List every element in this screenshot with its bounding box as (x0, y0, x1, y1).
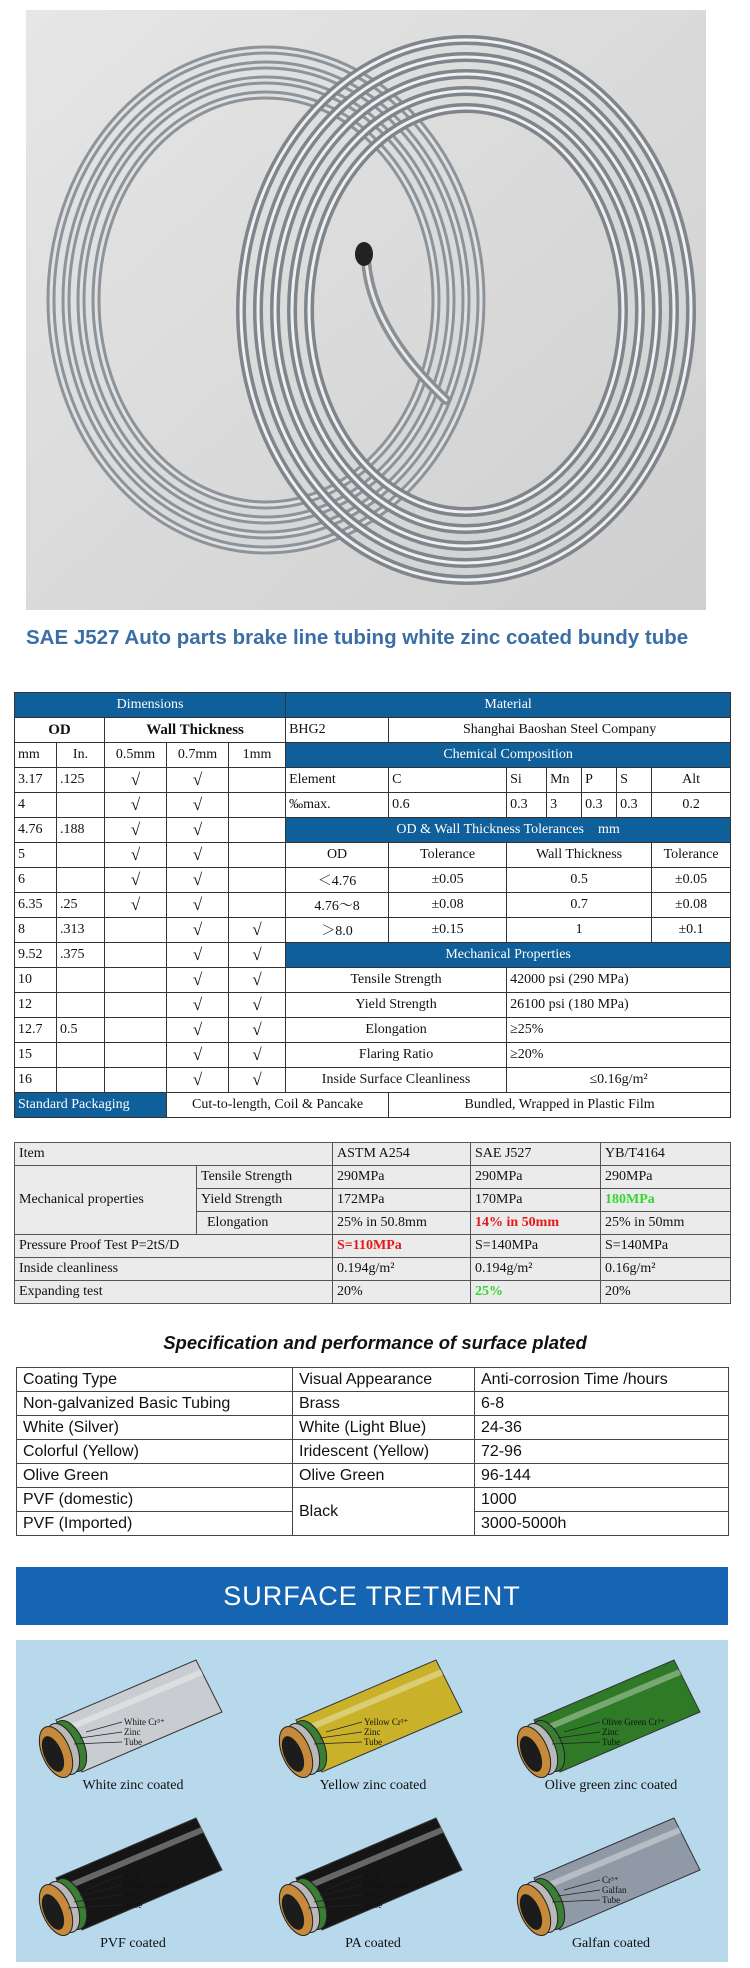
layer-label: Tube (364, 1737, 383, 1747)
coating-illustration (266, 1808, 480, 1958)
cell: 20% (333, 1281, 471, 1304)
layer-label: PVF (124, 1870, 141, 1880)
od-in: .375 (57, 943, 105, 968)
check-1: √ (229, 1043, 286, 1068)
layer-label: Galfan (602, 1885, 627, 1895)
check-1 (229, 893, 286, 918)
layer-label: Zinc (602, 1727, 619, 1737)
layer-label: Tube (602, 1895, 621, 1905)
cell-highlight: S=110MPa (333, 1235, 471, 1258)
unit-05: 0.5mm (105, 743, 167, 768)
cell: 170MPa (471, 1189, 601, 1212)
pipe-drawing (266, 1808, 480, 1938)
check-07: √ (167, 843, 229, 868)
check-07: √ (167, 1018, 229, 1043)
cell: Iridescent (Yellow) (293, 1440, 475, 1464)
check-1: √ (229, 1068, 286, 1093)
check-05: √ (105, 893, 167, 918)
tol-col-header: Tolerance (389, 843, 507, 868)
od-mm: 5 (15, 843, 57, 868)
packaging-label: Standard Packaging (15, 1093, 167, 1118)
cell-highlight: 14% in 50mm (471, 1212, 601, 1235)
chem-value: 0.3 (617, 793, 652, 818)
col-header: ASTM A254 (333, 1143, 471, 1166)
pipe-drawing (266, 1650, 480, 1780)
cell: 290MPa (333, 1166, 471, 1189)
layer-label: PAA (364, 1870, 382, 1880)
od-mm: 6 (15, 868, 57, 893)
chem-label: S (617, 768, 652, 793)
check-05 (105, 968, 167, 993)
surface-treatment-banner: SURFACE TRETMENT (16, 1567, 728, 1625)
mech-properties-label: Mechanical properties (15, 1166, 197, 1235)
packaging-wrap: Bundled, Wrapped in Plastic Film (389, 1093, 731, 1118)
check-1 (229, 768, 286, 793)
layer-label: White Cr³⁺ (124, 1717, 165, 1727)
check-1 (229, 818, 286, 843)
cell: 0.16g/m² (601, 1258, 731, 1281)
tolerance-title: OD & Wall Thickness Tolerances (396, 822, 585, 837)
layer-label: Tube (602, 1737, 621, 1747)
od-in (57, 1068, 105, 1093)
layer-label: Cr³⁺ (602, 1875, 619, 1885)
check-1 (229, 793, 286, 818)
coating-name: PA coated (345, 1936, 401, 1951)
cell: 3000-5000h (475, 1512, 729, 1536)
coating-illustration (504, 1808, 718, 1958)
mech-value: 42000 psi (290 MPa) (507, 968, 731, 993)
cell: 0.194g/m² (333, 1258, 471, 1281)
od-mm: 10 (15, 968, 57, 993)
check-05: √ (105, 818, 167, 843)
check-07: √ (167, 1043, 229, 1068)
col-header: YB/T4164 (601, 1143, 731, 1166)
chem-value: 0.3 (507, 793, 547, 818)
cell: S=140MPa (601, 1235, 731, 1258)
od-mm: 4.76 (15, 818, 57, 843)
check-05 (105, 1018, 167, 1043)
cell: 290MPa (601, 1166, 731, 1189)
check-05 (105, 1043, 167, 1068)
tol-cell: 0.7 (507, 893, 652, 918)
cell: Non-galvanized Basic Tubing (17, 1392, 293, 1416)
cell: Colorful (Yellow) (17, 1440, 293, 1464)
check-05: √ (105, 843, 167, 868)
standards-comparison-table (14, 1142, 731, 1304)
cell: 25% in 50.8mm (333, 1212, 471, 1235)
cell-highlight: 180MPa (601, 1189, 731, 1212)
material-supplier: Shanghai Baoshan Steel Company (389, 718, 731, 743)
od-mm: 15 (15, 1043, 57, 1068)
mech-header: Mechanical Properties (286, 943, 731, 968)
chem-value: 3 (547, 793, 582, 818)
coating-name: Olive green zinc coated (544, 1778, 678, 1793)
unit-07: 0.7mm (167, 743, 229, 768)
chem-header: Chemical Composition (286, 743, 731, 768)
cell: 172MPa (333, 1189, 471, 1212)
coating-illustrations (16, 1640, 728, 1962)
check-07: √ (167, 868, 229, 893)
cell: 1000 (475, 1488, 729, 1512)
coating-illustration (26, 1808, 240, 1958)
coating-name: PVF coated (100, 1936, 166, 1951)
layer-label: Tube (124, 1737, 143, 1747)
od-in (57, 1043, 105, 1068)
tol-cell: ±0.05 (652, 868, 731, 893)
od-mm: 9.52 (15, 943, 57, 968)
check-05 (105, 943, 167, 968)
cell-highlight: 25% (471, 1281, 601, 1304)
tol-cell: ＞8.0 (286, 918, 389, 943)
tol-cell: ±0.15 (389, 918, 507, 943)
check-1 (229, 843, 286, 868)
check-07: √ (167, 793, 229, 818)
check-1: √ (229, 943, 286, 968)
cell: S=140MPa (471, 1235, 601, 1258)
row-label: Tensile Strength (197, 1166, 333, 1189)
chem-value: ‰max. (286, 793, 389, 818)
check-07: √ (167, 768, 229, 793)
check-05 (105, 1068, 167, 1093)
chem-value: 0.2 (652, 793, 731, 818)
check-1 (229, 868, 286, 893)
od-in (57, 993, 105, 1018)
cell: 6-8 (475, 1392, 729, 1416)
layer-label: Tube (124, 1900, 143, 1910)
cell: 290MPa (471, 1166, 601, 1189)
cell: PVF (Imported) (17, 1512, 293, 1536)
tol-cell: 1 (507, 918, 652, 943)
col-header: Visual Appearance (293, 1368, 475, 1392)
mech-value: ≤0.16g/m² (507, 1068, 731, 1093)
row-label: Pressure Proof Test P=2tS/D (15, 1235, 333, 1258)
tol-col-header: Tolerance (652, 843, 731, 868)
check-05: √ (105, 868, 167, 893)
od-mm: 4 (15, 793, 57, 818)
check-07: √ (167, 993, 229, 1018)
chem-label: Mn (547, 768, 582, 793)
od-mm: 12.7 (15, 1018, 57, 1043)
unit-mm: mm (15, 743, 57, 768)
coating-illustration (504, 1650, 718, 1800)
row-label: Inside cleanliness (15, 1258, 333, 1281)
cell: 20% (601, 1281, 731, 1304)
material-grade: BHG2 (286, 718, 389, 743)
tol-col-header: OD (286, 843, 389, 868)
layer-label: Zinc (124, 1890, 141, 1900)
check-07: √ (167, 918, 229, 943)
od-in: .313 (57, 918, 105, 943)
chem-label: Si (507, 768, 547, 793)
coating-name: Yellow zinc coated (319, 1778, 427, 1793)
layer-label: Olive Green Cr³⁺ (602, 1717, 665, 1727)
coating-name: Galfan coated (571, 1936, 651, 1951)
check-07: √ (167, 968, 229, 993)
cell: Black (293, 1488, 475, 1536)
od-in: .125 (57, 768, 105, 793)
check-07: √ (167, 893, 229, 918)
chem-value: 0.3 (582, 793, 617, 818)
product-photo (26, 10, 706, 610)
tol-cell: ±0.08 (389, 893, 507, 918)
coating-illustration (26, 1650, 240, 1800)
od-in (57, 843, 105, 868)
layer-label: Zinc (124, 1727, 141, 1737)
chem-label: P (582, 768, 617, 793)
od-mm: 3.17 (15, 768, 57, 793)
od-mm: 8 (15, 918, 57, 943)
cell: Olive Green (17, 1464, 293, 1488)
check-05: √ (105, 768, 167, 793)
mech-value: 26100 psi (180 MPa) (507, 993, 731, 1018)
cell: PVF (domestic) (17, 1488, 293, 1512)
mech-label: Inside Surface Cleanliness (286, 1068, 507, 1093)
chem-label: Alt (652, 768, 731, 793)
coating-name: White zinc coated (82, 1778, 184, 1793)
chem-label: Element (286, 768, 389, 793)
check-1: √ (229, 968, 286, 993)
unit-1: 1mm (229, 743, 286, 768)
cell: 72-96 (475, 1440, 729, 1464)
dimensions-header: Dimensions (15, 693, 286, 718)
check-05 (105, 918, 167, 943)
cell: White (Light Blue) (293, 1416, 475, 1440)
layer-label: Yellow Cr³⁺ (364, 1717, 409, 1727)
tol-cell: ±0.1 (652, 918, 731, 943)
cell: 0.194g/m² (471, 1258, 601, 1281)
coating-illustration (266, 1650, 480, 1800)
row-label: Expanding test (15, 1281, 333, 1304)
tol-cell: ＜4.76 (286, 868, 389, 893)
mech-value: ≥20% (507, 1043, 731, 1068)
row-label: Yield Strength (197, 1189, 333, 1212)
spec-table (14, 692, 731, 1118)
unit-in: In. (57, 743, 105, 768)
mech-label: Elongation (286, 1018, 507, 1043)
pipe-drawing (504, 1808, 718, 1938)
od-in (57, 968, 105, 993)
od-mm: 6.35 (15, 893, 57, 918)
row-label: Elongation (197, 1212, 333, 1235)
layer-label: Olive Green Cr³⁺ (124, 1880, 187, 1890)
layer-label: Zinc (364, 1890, 381, 1900)
od-in (57, 793, 105, 818)
wall-thickness-label: Wall Thickness (105, 718, 286, 743)
chem-label: C (389, 768, 507, 793)
check-07: √ (167, 943, 229, 968)
od-mm: 16 (15, 1068, 57, 1093)
tolerance-unit: mm (598, 822, 620, 837)
pipe-drawing (26, 1808, 240, 1938)
tolerance-header (286, 818, 731, 843)
col-header: Anti-corrosion Time /hours (475, 1368, 729, 1392)
section-title: Specification and performance of surface plated (163, 1332, 587, 1353)
layer-label: Tube (364, 1900, 383, 1910)
check-1: √ (229, 918, 286, 943)
check-05 (105, 993, 167, 1018)
tol-col-header: Wall Thickness (507, 843, 652, 868)
cell: Brass (293, 1392, 475, 1416)
tol-cell: 4.76～8 (286, 893, 389, 918)
cell: Olive Green (293, 1464, 475, 1488)
pipe-drawing (504, 1650, 718, 1780)
layer-label: Zinc (364, 1727, 381, 1737)
cell: 25% in 50mm (601, 1212, 731, 1235)
col-header: Coating Type (17, 1368, 293, 1392)
mech-label: Yield Strength (286, 993, 507, 1018)
cell: White (Silver) (17, 1416, 293, 1440)
layer-label: Olive Green Cr³⁺ (364, 1880, 427, 1890)
tol-cell: ±0.08 (652, 893, 731, 918)
od-in: .25 (57, 893, 105, 918)
mech-value: ≥25% (507, 1018, 731, 1043)
od-label: OD (15, 718, 105, 743)
check-1: √ (229, 993, 286, 1018)
od-mm: 12 (15, 993, 57, 1018)
chem-value: 0.6 (389, 793, 507, 818)
od-in (57, 868, 105, 893)
packaging-cut: Cut-to-length, Coil & Pancake (167, 1093, 389, 1118)
page-title: SAE J527 Auto parts brake line tubing white zinc coated bundy tube (26, 626, 689, 649)
od-in: .188 (57, 818, 105, 843)
mech-label: Tensile Strength (286, 968, 507, 993)
tol-cell: ±0.05 (389, 868, 507, 893)
check-1: √ (229, 1018, 286, 1043)
cell: 96-144 (475, 1464, 729, 1488)
mech-label: Flaring Ratio (286, 1043, 507, 1068)
material-header: Material (286, 693, 731, 718)
check-07: √ (167, 818, 229, 843)
cell: 24-36 (475, 1416, 729, 1440)
check-07: √ (167, 1068, 229, 1093)
od-in: 0.5 (57, 1018, 105, 1043)
col-header: Item (15, 1143, 333, 1166)
pipe-drawing (26, 1650, 240, 1780)
surface-plating-table (16, 1367, 729, 1536)
check-05: √ (105, 793, 167, 818)
col-header: SAE J527 (471, 1143, 601, 1166)
tol-cell: 0.5 (507, 868, 652, 893)
